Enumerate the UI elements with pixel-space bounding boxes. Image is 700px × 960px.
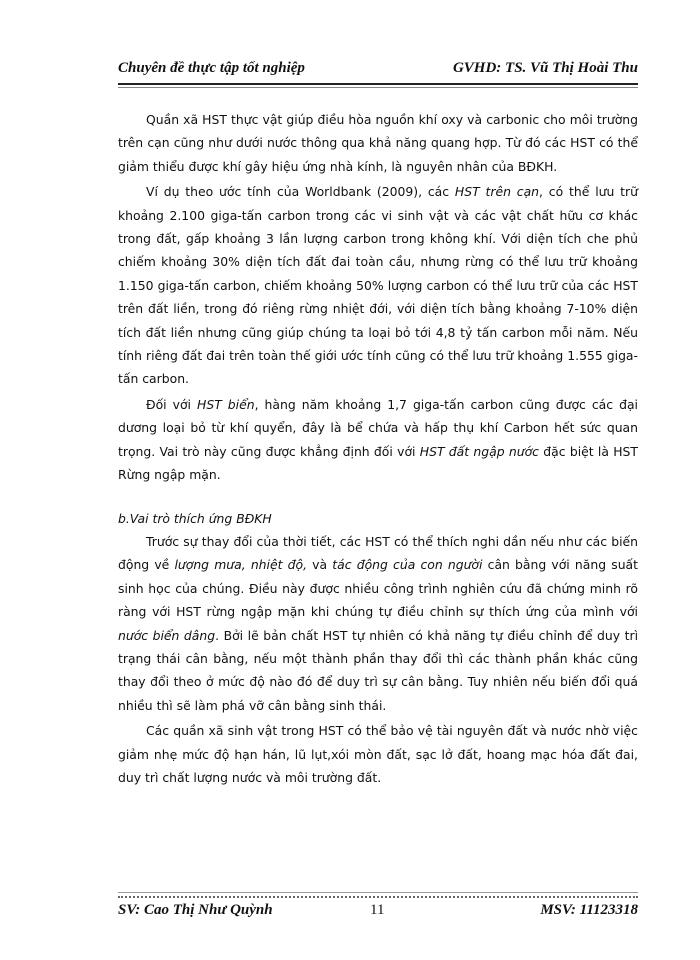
paragraph-3: Đối với HST biển, hàng năm khoảng 1,7 giga-tấn carbon cũng được các đại dương loại bỏ từ khí quyển, đây là bể chứa và hấp thụ khí Carbon hết sức quan trọng. Vai trò này cũng được khẳng định đối với HST đất ngập nước đặc biệt là HST Rừng ngập mặn. (118, 396, 638, 483)
emphasis-hst-dat-ngap-nuoc: HST đất ngập nước (419, 443, 539, 459)
header-supervisor: GVHD: TS. Vũ Thị Hoài Thu (452, 60, 638, 76)
document-body (118, 108, 638, 789)
page-header (118, 58, 638, 82)
paragraph-5: Các quần xã sinh vật trong HST có thể bảo vệ tài nguyên đất và nước nhờ việc giảm nhẹ mức độ hạn hán, lũ lụt,xói mòn đất, sạc lở đất, hoang mạc hóa đất đai, duy trì chất lượng nước và môi trường đất. (118, 723, 638, 785)
header-title: Chuyên đề thực tập tốt nghiệp (118, 60, 305, 76)
header-rule-thin (118, 87, 638, 88)
page-number: 11 (370, 902, 385, 918)
emphasis-tac-dong: tác động của con người (332, 557, 483, 573)
emphasis-hst-bien: HST biển (197, 396, 255, 412)
paragraph-4: Trước sự thay đổi của thời tiết, các HST có thể thích nghi dần nếu như các biến động về lượng mưa, nhiệt độ, và tác động của con người cân bằng với năng suất sinh học của chúng. Điều này được nhiều công trình nghiên cứu đã chứng minh rõ ràng với HST rừng ngập mặn khi chúng tự điều chỉnh sự thích ứng của mình với nước biển dâng. Bởi lẽ bản chất HST tự nhiên có khả năng tự điều chỉnh để duy trì trạng thái cân bằng, nếu một thành phần thay đổi thì các thành phần khác cũng thay đổi theo ở mức độ nào đó để duy trì sự cân bằng. Tuy nhiên nếu biến đổi quá nhiều thì sẽ làm phá vỡ cân bằng sinh thái. (118, 533, 639, 713)
paragraph-1: Quần xã HST thực vật giúp điều hòa nguồn khí oxy và carbonic cho môi trường trên cạn cũng như dưới nước thông qua khả năng quang hợp. Từ đó các HST có thể giảm thiểu được khí gây hiệu ứng nhà kính, là nguyên nhân của BĐKH. (118, 112, 638, 174)
footer-rule-dotted (118, 896, 638, 898)
emphasis-nuoc-bien-dang: nước biển dâng (118, 627, 216, 643)
subheading: b.Vai trò thích ứng BĐKH (118, 510, 272, 526)
header-rule (118, 83, 638, 85)
footer-student-id: MSV: 11123318 (540, 902, 638, 918)
emphasis-hst-tren-can: HST trên cạn (454, 184, 540, 200)
footer-rule (118, 892, 638, 893)
paragraph-2: Ví dụ theo ước tính của Worldbank (2009), các HST trên cạn, có thể lưu trữ khoảng 2.100 giga-tấn carbon trong các vi sinh vật và các vật chất hữu cơ khác trong đất, gấp khoảng 3 lần lượng carbon trong không khí. Với diện tích che phủ chiếm khoảng 30% diện tích đất đai toàn cầu, nhưng rừng có thể lưu trữ khoảng 1.150 giga-tấn carbon, chiếm khoảng 50% lượng carbon có thể lưu trữ của các HST trên đất liền, trong đó riêng rừng nhiệt đới, với diện tích bằng khoảng 7-10% diện tích đất liền nhưng cũng giúp chúng ta loại bỏ tới 4,8 tỷ tấn carbon mỗi năm. Nếu tính riêng đất đai trên toàn thế giới ước tính cũng có thể lưu trữ khoảng 1.555 giga-tấn carbon. (118, 184, 638, 387)
emphasis-luong-mua: lượng mưa, nhiệt độ, (174, 557, 308, 573)
footer-student: SV: Cao Thị Như Quỳnh (118, 902, 273, 918)
page-footer (118, 900, 638, 924)
